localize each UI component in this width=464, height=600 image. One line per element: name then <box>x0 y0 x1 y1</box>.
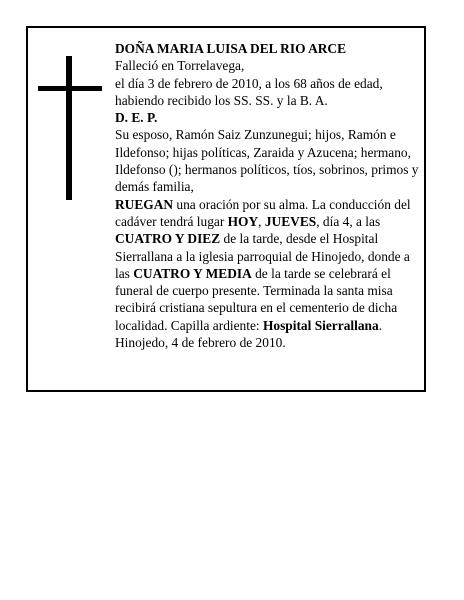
rip-line: D. E. P. <box>115 110 158 126</box>
ruegan-label: RUEGAN <box>115 196 174 212</box>
funeral-request: RUEGAN una oración por su alma. La conducción del cadáver tendrá lugar HOY, JUEVES, día 4, a las CUATRO Y DIEZ de la tarde, desde el Hospital Sierrallana a la iglesia parroquial de Hinojedo, donde a las CUATRO Y MEDIA de la tarde se celebrará el funeral de cuerpo presente. Terminada la santa misa recibirá cristiana sepultura en el cementerio de dicha localidad. Capilla ardiente: Hospital Sierrallana. <box>115 196 411 333</box>
jueves-label: JUEVES <box>264 213 317 229</box>
obituary-notice <box>26 26 426 392</box>
cross-horizontal-bar <box>38 86 102 91</box>
cross-icon <box>38 56 102 200</box>
chapel-name: Hospital Sierrallana <box>262 317 379 333</box>
family-list: Su esposo, Ramón Saiz Zunzunegui; hijos, Ramón e Ildefonso; hijas políticas, Zaraida y Azucena; hermano, Ildefonso (); hermanos políticos, tíos, sobrinos, primos y demás familia, <box>115 127 419 195</box>
funeral-time: CUATRO Y MEDIA <box>133 265 252 281</box>
deceased-name: DOÑA MARIA LUISA DEL RIO ARCE <box>115 41 347 56</box>
place-date: Hinojedo, 4 de febrero de 2010. <box>115 335 286 351</box>
hoy-label: HOY <box>227 213 259 229</box>
notice-body <box>115 40 419 351</box>
cross-vertical-bar <box>66 56 72 200</box>
death-place: Falleció en Torrelavega, <box>115 58 245 74</box>
departure-time: CUATRO Y DIEZ <box>115 231 221 247</box>
death-details: el día 3 de febrero de 2010, a los 68 años de edad, habiendo recibido los SS. SS. y la B. A. <box>115 75 383 108</box>
